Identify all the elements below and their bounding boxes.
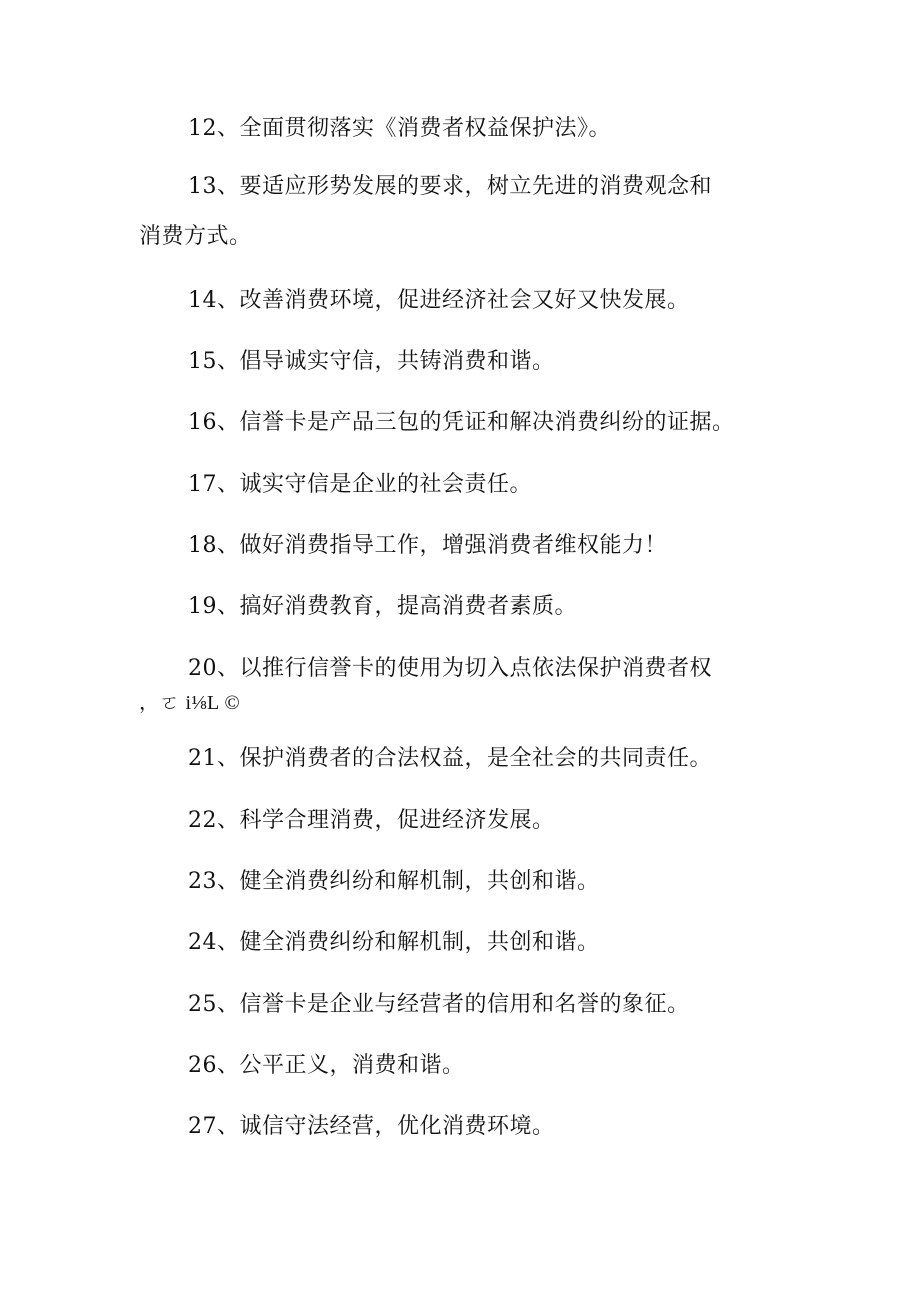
- slogan-23: 23、健全消费纠纷和解机制，共创和谐。: [188, 869, 600, 894]
- slogan-20-line-1: 20、以推行信誉卡的使用为切入点依法保护消费者权: [188, 656, 712, 681]
- slogan-19: 19、搞好消费教育，提高消费者素质。: [188, 594, 577, 619]
- slogan-27: 27、诚信守法经营，优化消费环境。: [188, 1114, 555, 1139]
- slogan-20-line-2: ，ㄛ i⅛L ©: [139, 692, 241, 714]
- slogan-17: 17、诚实守信是企业的社会责任。: [188, 472, 532, 497]
- slogan-25: 25、信誉卡是企业与经营者的信用和名誉的象征。: [188, 992, 690, 1017]
- slogan-13-line-2: 消费方式。: [139, 224, 252, 249]
- slogan-15: 15、倡导诚实守信，共铸消费和谐。: [188, 349, 555, 374]
- slogan-13-line-1: 13、要适应形势发展的要求，树立先进的消费观念和: [188, 174, 712, 199]
- slogan-24: 24、健全消费纠纷和解机制，共创和谐。: [188, 930, 600, 955]
- slogan-26: 26、公平正义，消费和谐。: [188, 1053, 465, 1078]
- slogan-12: 12、全面贯彻落实《消费者权益保护法》。: [188, 116, 611, 141]
- slogan-21: 21、保护消费者的合法权益，是全社会的共同责任。: [188, 746, 712, 771]
- slogan-18: 18、做好消费指导工作，增强消费者维权能力！: [188, 533, 667, 558]
- slogan-14: 14、改善消费环境，促进经济社会又好又快发展。: [188, 288, 690, 313]
- slogan-16: 16、信誉卡是产品三包的凭证和解决消费纠纷的证据。: [188, 410, 735, 435]
- slogan-22: 22、科学合理消费，促进经济发展。: [188, 808, 555, 833]
